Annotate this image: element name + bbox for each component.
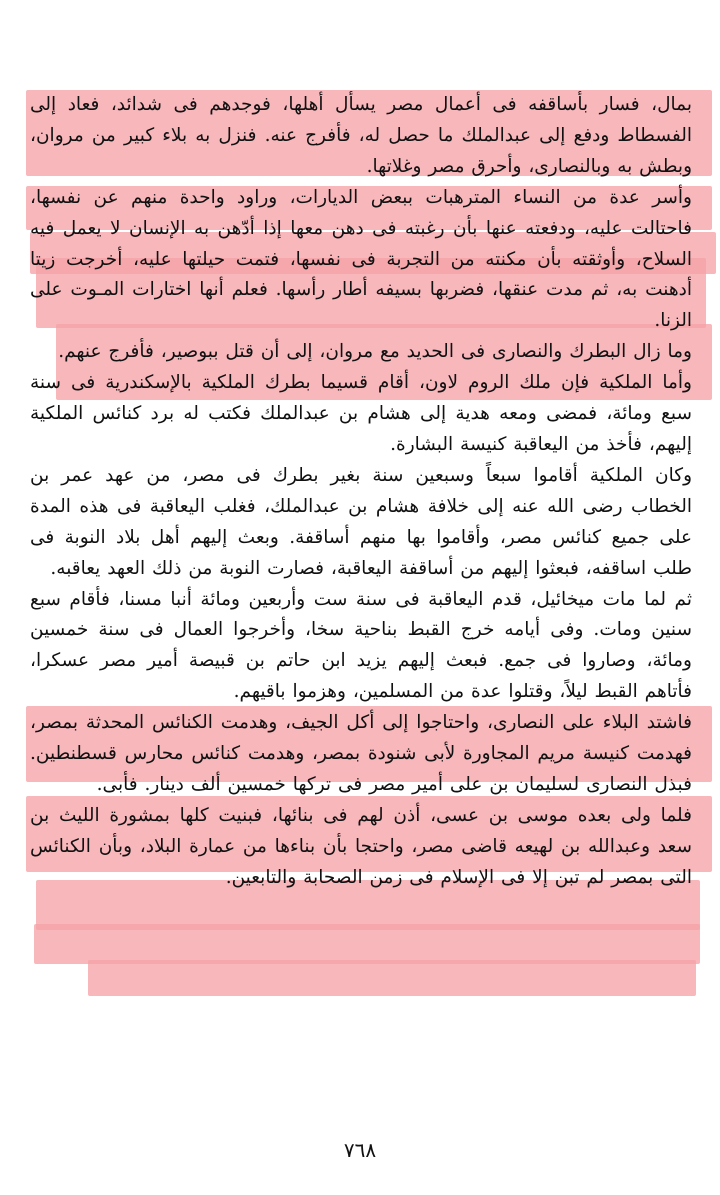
paragraph: وما زال البطرك والنصارى فى الحديد مع مروان، إلى أن قتل ببوصير، فأفرج عنهم. <box>58 341 692 363</box>
paragraph: ثم لما مات ميخائيل، قدم اليعاقبة فى سنة ست وأربعين ومائة أنبا مسنا، فأقام سبع سنين ومات. وفى أيامه خرج القبط بناحية سخا، وأخرجوا العمال فى سنة خمسين ومائة، وصاروا فى جمع. فبعث إليهم يزيد ابن حاتم بن قبيصة أمير مصر عسكرا، فأتاهم القبط ليلاً، وقتلوا عدة من المسلمين، وهزموا باقيهم. <box>30 588 692 703</box>
paragraph: فلما ولى بعده موسى بن عسى، أذن لهم فى بنائها، فبنيت كلها بمشورة الليث بن سعد وعبدالله بن لهيعه قاضى مصر، واحتجا بأن بناءها من عمارة البلاد، وبأن الكنائس التى بمصر لم تبن إلا فى الإسلام فى زمن الصحابة والتابعين. <box>30 804 692 888</box>
highlight-band <box>88 960 696 996</box>
paragraph: وكان الملكية أقاموا سبعاً وسبعين سنة بغير بطرك فى مصر، من عهد عمر بن الخطاب رضى الله عنه إلى خلافة هشام بن عبدالملك، فغلب اليعاقبة فى هذه المدة على جميع كنائس مصر، وأقاموا بها منهم أساقفة. وبعث إليهم أهل بلاد النوبة فى طلب اساقفه، فبعثوا إليهم من أساقفة اليعاقبة، فصارت النوبة من ذلك العهد يعاقبه. <box>30 464 692 579</box>
paragraph: وأسر عدة من النساء المترهبات ببعض الديارات، وراود واحدة منهم عن نفسها، فاحتالت عليه، ودفعته عنها بأن رغبته فى دهن معها إذا أدّهن به الإنسان لا يعمل فيه السلاح، وأوثقته بأن مكنته من التجربة فى نفسها، فتمت حيلتها عليه، أخرجت زيتا أدهنت به، ثم مدت عنقها، فضربها بسيفه أطار رأسها. فعلم أنها اختارات المـوت على الزنا. <box>30 186 692 332</box>
highlight-band <box>34 924 700 964</box>
paragraph: وأما الملكية فإن ملك الروم لاون، أقام قسيما بطرك الملكية بالإسكندرية فى سنة سبع ومائة، فمضى ومعه هدية إلى هشام بن عبدالملك فكتب له برد كنائس الملكية إليهم، فأخذ من اليعاقبة كنيسة البشارة. <box>30 372 692 455</box>
paragraph: بمال، فسار بأساقفه فى أعمال مصر يسأل أهلها، فوجدهم فى شدائد، فعاد إلى الفسطاط ودفع إلى عبدالملك ما حصل له، فأفرج عنه. فنزل به بلاء كبير من مروان، وبطش به وبالنصارى، وأحرق مصر وغلاتها. <box>30 94 692 177</box>
page-number: ٧٦٨ <box>343 1138 377 1162</box>
paragraph: فاشتد البلاء على النصارى، واحتاجوا إلى أكل الجيف، وهدمت الكنائس المحدثة بمصر، فهدمت كنيسة مريم المجاورة لأبى شنودة بمصر، وهدمت كنائس محارس قسطنطين. فبذل النصارى لسليمان بن على أمير مصر فى تركها خمسين ألف دينار. فأبى. <box>30 712 692 795</box>
body-text <box>30 90 692 894</box>
